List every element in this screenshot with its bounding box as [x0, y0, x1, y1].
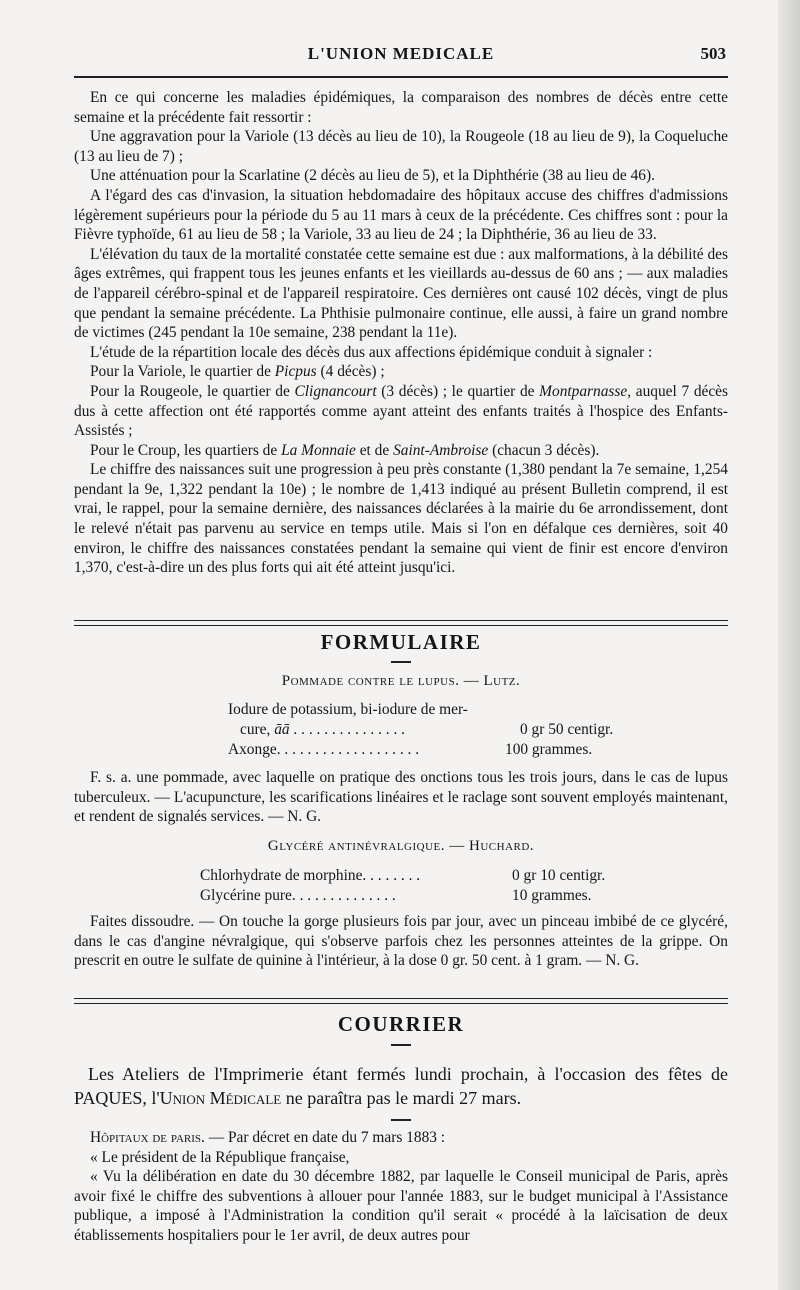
- ingredient-line: Axonge. . . . . . . . . . . . . . . . . . .: [228, 741, 420, 758]
- epidemic-report: [74, 88, 728, 578]
- recipe-text: [74, 768, 728, 827]
- title-dash: [391, 1119, 411, 1121]
- ingredient-line: Chlorhydrate de morphine. . . . . . . .: [200, 867, 421, 884]
- ingredient-quantity: 0 gr 10 centigr.: [512, 867, 606, 884]
- abbreviation: āā: [274, 721, 290, 738]
- ingredient-line: Iodure de potassium, bi-iodure de mer-: [228, 701, 468, 718]
- ingredient-quantity: 0 gr 50 centigr.: [520, 721, 614, 738]
- text-run: Pour le Croup, les quartiers de: [90, 441, 282, 459]
- paragraph: En ce qui concerne les maladies épidémiques, la comparaison des nombres de décès entre cette semaine et la précédente fait ressortir :: [74, 89, 728, 126]
- paragraph: F. s. a. une pommade, avec laquelle on pratique des onctions tous les trois jours, dans le cas de lupus tuberculeux. — L'acupuncture, les scarifications linéaires et le raclage sont souvent employés maintenant, et rendent de signalés services. — N. G.: [74, 769, 728, 826]
- leader-dots: . . . . . . . . . . . . . . .: [289, 721, 406, 738]
- paragraph: L'étude de la répartition locale des décès dus aux affections épidémique conduit à signaler :: [90, 343, 653, 361]
- text-run: (4 décès) ;: [316, 363, 385, 381]
- section-title-courrier: COURRIER: [337, 1012, 465, 1036]
- text-run: Pour la Rougeole, le quartier de: [90, 382, 295, 400]
- ingredient-quantity: 10 grammes.: [512, 887, 592, 904]
- paragraph: Le chiffre des naissances suit une progression à peu près constante (1,380 pendant la 7e semaine, 1,254 pendant la 9e, 1,322 pendant la 10e) ; le nombre de 1,413 indiqué au présent Bulletin comprend, il est vrai, le rappel, pour la semaine dernière, des naissances déclarées à la mairie du 6e arrondissement, dont le relevé n'était pas parvenu au service en temps utile. Mais si l'on en défalque ces dernières, soit 40 environ, le chiffre des naissances constatées pendant la semaine qui vient de finir est encore d'environ 1,370, c'est-à-dire un des plus forts qui ait été atteint jusqu'ici.: [74, 461, 728, 577]
- ingredient-line: [240, 720, 405, 740]
- section-rule: [74, 998, 728, 1004]
- title-dash: [391, 1044, 411, 1046]
- paragraph: L'élévation du taux de la mortalité constatée cette semaine est due : aux malformations, à la débilité des âges extrêmes, qui frappent tous les jeunes enfants et les vieillards au-dessus de 60 ans ; — aux maladies de l'appareil cérébro-spinal et de l'appareil respiratoire. Ces dernières ont causé 102 décès, vingt de plus que pendant la semaine précédente. La Phthisie pulmonaire continue, elle aussi, à faire un grand nombre de victimes (245 pendant la 10e semaine, 238 pendant la 11e).: [74, 245, 728, 342]
- text-run: Pour la Variole, le quartier de: [90, 363, 275, 381]
- paragraph: « Vu la délibération en date du 30 décembre 1882, par laquelle le Conseil municipal de Paris, après avoir fixé le chiffre des subventions à allouer pour l'année 1883, sur le budget municipal à l'Assistance publique, a imposé à l'Administration la condition qu'il serait « procédé à la laïcisation de deux établissements hospitaliers pour le 1er avril, de deux autres pour: [74, 1168, 728, 1244]
- place-name: Montparnasse: [539, 382, 628, 400]
- section-rule: [74, 620, 728, 626]
- place-name: Saint-Ambroise: [393, 441, 489, 459]
- header-rule: [74, 76, 728, 78]
- page-header: [74, 40, 728, 70]
- closure-announcement: [74, 1062, 728, 1110]
- recipe-text: [74, 912, 728, 971]
- paragraph: [74, 382, 728, 441]
- text-run: et de: [355, 441, 394, 459]
- place-name: La Monnaie: [281, 441, 356, 459]
- recipe-title: Pommade contre le lupus. — Lutz.: [281, 673, 521, 689]
- text-run: cure,: [240, 721, 275, 738]
- place-name: Picpus: [274, 363, 317, 381]
- page-number: 503: [700, 44, 726, 63]
- hospital-decree: [74, 1128, 728, 1246]
- paragraph: [74, 362, 728, 382]
- rubric-label: Hôpitaux de paris.: [90, 1129, 205, 1146]
- page-gutter-shadow: [778, 0, 800, 1290]
- text-run: , auquel 7 décès dus à cette affection ont été rapportés comme ayant atteint des enfants traités à l'hospice des Enfants-Assistés ;: [74, 382, 728, 440]
- text-run: Les Ateliers de l'Imprimerie étant fermés lundi prochain, à l'occasion des fêtes de PAQUES, l': [74, 1064, 728, 1108]
- paragraph: Faites dissoudre. — On touche la gorge plusieurs fois par jour, avec un pinceau imbibé de ce glycéré, dans le cas d'angine névralgique, qui s'observe parfois chez les personnes atteintes de la grippe. On prescrit en outre le sulfate de quinine à l'intérieur, à la dose 0 gr. 50 cent. à 1 gram. — N. G.: [74, 913, 728, 970]
- title-dash: [391, 661, 411, 663]
- ingredient-quantity: 100 grammes.: [505, 741, 593, 758]
- paragraph: [74, 1128, 728, 1148]
- text-run: — Par décret en date du 7 mars 1883 :: [204, 1129, 446, 1146]
- paragraph: A l'égard des cas d'invasion, la situation hebdomadaire des hôpitaux accuse des chiffres d'admissions légèrement supérieurs pour la période du 5 au 11 mars à ceux de la précédente. Ces chiffres sont : pour la Fièvre typhoïde, 61 au lieu de 58 ; la Variole, 33 au lieu de 24 ; la Diphthérie, 36 au lieu de 33.: [74, 186, 728, 244]
- text-run: (chacun 3 décès).: [488, 441, 600, 459]
- text-run: (3 décès) ; le quartier de: [376, 382, 540, 400]
- paragraph: Une aggravation pour la Variole (13 décès au lieu de 10), la Rougeole (18 au lieu de 9), la Coqueluche (13 au lieu de 7) ;: [74, 128, 728, 165]
- paragraph: Une atténuation pour la Scarlatine (2 décès au lieu de 5), et la Diphthérie (38 au lieu de 46).: [90, 167, 655, 185]
- section-title-formulaire: FORMULAIRE: [320, 630, 482, 654]
- journal-name: Union Médicale: [159, 1088, 282, 1108]
- ingredient-line: Glycérine pure. . . . . . . . . . . . . .: [200, 887, 396, 904]
- paragraph: « Le président de la République française,: [90, 1148, 350, 1166]
- recipe-title: Glycéré antinévralgique. — Huchard.: [267, 838, 535, 854]
- place-name: Clignancourt: [294, 382, 377, 400]
- running-title: L'UNION MEDICALE: [307, 44, 495, 63]
- text-run: ne paraîtra pas le mardi 27 mars.: [281, 1088, 522, 1108]
- paragraph: [74, 1062, 728, 1110]
- paragraph: [74, 441, 728, 461]
